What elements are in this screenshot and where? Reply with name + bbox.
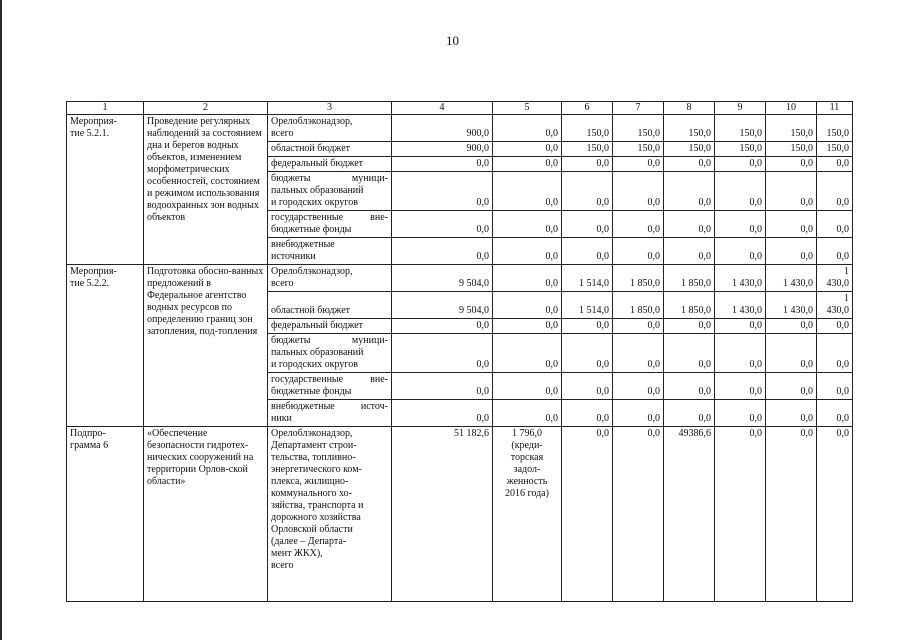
value-cell: 9 504,0 — [392, 292, 493, 319]
value-cell: 1 430,0 — [715, 292, 766, 319]
value-cell: 0,0 — [392, 157, 493, 172]
value-cell: 0,0 — [613, 238, 664, 265]
value-cell: 0,0 — [493, 373, 562, 400]
value-cell: 0,0 — [766, 238, 817, 265]
column-header: 8 — [664, 102, 715, 115]
funding-source-cell — [268, 265, 392, 292]
value-cell: 0,0 — [766, 373, 817, 400]
measure-cell: Подпро- грамма 6 — [67, 427, 144, 602]
funding-source-line: внебюджетные — [271, 239, 335, 250]
value-cell: 0,0 — [715, 238, 766, 265]
funding-source-line: федеральный бюджет — [271, 320, 364, 331]
value-cell: 0,0 — [715, 172, 766, 211]
table-row — [67, 265, 853, 292]
value-cell: 0,0 — [493, 319, 562, 334]
value-cell: 0,0 — [493, 211, 562, 238]
funding-source-line: ники — [271, 413, 292, 424]
column-header: 10 — [766, 102, 817, 115]
value-cell: 0,0 — [715, 319, 766, 334]
funding-source-line: Орелоблэконадзор, — [271, 116, 353, 127]
value-cell: 0,0 — [493, 172, 562, 211]
value-cell: 0,0 — [613, 211, 664, 238]
column-header: 3 — [268, 102, 392, 115]
value-cell: 0,0 — [664, 211, 715, 238]
description-cell: Подготовка обосно-ванных предложений в Федеральное агентство водных ресурсов по определению границ зон затопления, под-топления — [144, 265, 268, 427]
funding-source-cell — [268, 400, 392, 427]
value-cell: 1 430,0 — [715, 265, 766, 292]
value-cell: 0,0 — [562, 373, 613, 400]
value-cell: 0,0 — [613, 172, 664, 211]
value-cell: 0,0 — [715, 400, 766, 427]
value-cell: 0,0 — [715, 157, 766, 172]
value-cell: 1 514,0 — [562, 292, 613, 319]
funding-source-line: бюджеты муници- — [271, 335, 388, 346]
value-cell: 0,0 — [664, 238, 715, 265]
value-cell: 0,0 — [562, 157, 613, 172]
funding-source-cell — [268, 373, 392, 400]
funding-source-line: плекса, жилищно- — [271, 476, 349, 487]
funding-source-cell — [268, 319, 392, 334]
description-cell: «Обеспечение безопасности гидротех-нических сооружений на территории Орлов-ской области» — [144, 427, 268, 602]
funding-source-line: Орелоблэконадзор, — [271, 428, 353, 439]
value-cell: 0,0 — [392, 334, 493, 373]
value-cell: 9 504,0 — [392, 265, 493, 292]
funding-source-line: источники — [271, 251, 316, 262]
value-cell: 0,0 — [715, 427, 766, 602]
funding-source-cell — [268, 211, 392, 238]
measure-cell: Мероприя- тие 5.2.1. — [67, 115, 144, 265]
page-number: 10 — [446, 33, 459, 48]
value-cell: 0,0 — [613, 157, 664, 172]
value-cell: 0,0 — [613, 427, 664, 602]
value-cell: 0,0 — [493, 238, 562, 265]
value-cell: 0,0 — [493, 265, 562, 292]
value-cell: 0,0 — [817, 373, 853, 400]
value-cell: 0,0 — [392, 319, 493, 334]
value-cell: 0,0 — [817, 157, 853, 172]
funding-source-cell — [268, 334, 392, 373]
value-cell: 0,0 — [664, 400, 715, 427]
value-cell: 0,0 — [766, 157, 817, 172]
value-cell: 0,0 — [664, 334, 715, 373]
value-cell: 0,0 — [613, 400, 664, 427]
value-cell: 0,0 — [613, 334, 664, 373]
value-cell: 0,0 — [562, 334, 613, 373]
funding-source-line: бюджеты муници- — [271, 173, 388, 184]
value-cell: 150,0 — [613, 142, 664, 157]
value-cell: 0,0 — [817, 172, 853, 211]
value-cell: 0,0 — [562, 427, 613, 602]
value-cell: 0,0 — [766, 172, 817, 211]
funding-source-line: и городских округов — [271, 197, 358, 208]
funding-source-line: областной бюджет — [271, 305, 351, 316]
column-header: 4 — [392, 102, 493, 115]
funding-source-line: бюджетные фонды — [271, 224, 352, 235]
funding-source-line: зяйства, транспорта и — [271, 500, 364, 511]
value-cell: 0,0 — [715, 334, 766, 373]
funding-source-line: Орелоблэконадзор, — [271, 266, 353, 277]
funding-source-line: пальных образований — [271, 185, 364, 196]
header-row — [67, 102, 853, 115]
funding-source-line: государственные вне- — [271, 374, 388, 385]
value-cell: 0,0 — [493, 334, 562, 373]
value-cell: 0,0 — [493, 142, 562, 157]
funding-source-line: и городских округов — [271, 359, 358, 370]
funding-source-line: коммунального хо- — [271, 488, 352, 499]
column-header: 6 — [562, 102, 613, 115]
table-row — [67, 115, 853, 142]
value-cell: 1 430,0 — [817, 265, 853, 292]
value-cell: 1 430,0 — [766, 292, 817, 319]
funding-source-line: энергетического ком- — [271, 464, 362, 475]
value-cell: 0,0 — [392, 211, 493, 238]
funding-source-line: Орловской области — [271, 524, 353, 535]
funding-source-line: внебюджетные источ- — [271, 401, 388, 412]
value-cell: 0,0 — [766, 400, 817, 427]
value-cell: 150,0 — [613, 115, 664, 142]
value-cell: 0,0 — [493, 115, 562, 142]
value-cell: 0,0 — [493, 400, 562, 427]
value-cell: 0,0 — [766, 334, 817, 373]
value-cell: 0,0 — [392, 238, 493, 265]
value-cell: 0,0 — [392, 400, 493, 427]
funding-source-line: Департамент строи- — [271, 440, 357, 451]
column-header: 2 — [144, 102, 268, 115]
value-cell: 0,0 — [817, 238, 853, 265]
description-cell: Проведение регулярных наблюдений за состоянием дна и берегов водных объектов, изменением морфометрических особенностей, состоянием и режимом использования водоохранных зон водных объектов — [144, 115, 268, 265]
value-cell: 0,0 — [664, 319, 715, 334]
value-cell: 0,0 — [766, 319, 817, 334]
value-cell: 1 850,0 — [664, 292, 715, 319]
value-cell: 0,0 — [392, 172, 493, 211]
value-cell: 900,0 — [392, 115, 493, 142]
value-cell: 0,0 — [562, 238, 613, 265]
value-cell: 0,0 — [613, 319, 664, 334]
value-cell: 0,0 — [493, 157, 562, 172]
value-cell: 0,0 — [664, 373, 715, 400]
value-cell: 150,0 — [766, 142, 817, 157]
value-cell: 0,0 — [562, 400, 613, 427]
value-cell: 0,0 — [715, 211, 766, 238]
column-header: 5 — [493, 102, 562, 115]
value-cell: 0,0 — [766, 211, 817, 238]
measure-cell: Мероприя- тие 5.2.2. — [67, 265, 144, 427]
funding-source-line: тельства, топливно- — [271, 452, 356, 463]
funding-source-cell — [268, 115, 392, 142]
value-cell: 1 430,0 — [766, 265, 817, 292]
budget-table — [66, 101, 853, 602]
funding-source-line: мент ЖКХ), — [271, 548, 323, 559]
value-cell: 150,0 — [562, 115, 613, 142]
funding-source-cell — [268, 238, 392, 265]
value-cell: 0,0 — [493, 292, 562, 319]
value-cell: 0,0 — [817, 400, 853, 427]
value-cell: 150,0 — [715, 142, 766, 157]
left-margin-line — [0, 0, 2, 640]
value-cell: 1 850,0 — [664, 265, 715, 292]
column-header: 1 — [67, 102, 144, 115]
value-cell: 150,0 — [817, 142, 853, 157]
value-cell: 1 514,0 — [562, 265, 613, 292]
funding-source-line: пальных образований — [271, 347, 364, 358]
funding-source-line: всего — [271, 560, 294, 571]
table-row — [67, 427, 853, 602]
value-cell: 0,0 — [613, 373, 664, 400]
value-cell: 0,0 — [817, 334, 853, 373]
funding-source-line: дорожного хозяйства — [271, 512, 361, 523]
value-cell: 150,0 — [817, 115, 853, 142]
funding-source-cell — [268, 157, 392, 172]
value-cell: 0,0 — [766, 427, 817, 602]
funding-source-cell — [268, 172, 392, 211]
funding-source-line: бюджетные фонды — [271, 386, 352, 397]
value-cell: 150,0 — [715, 115, 766, 142]
column-header: 7 — [613, 102, 664, 115]
funding-source-line: (далее – Департа- — [271, 536, 347, 547]
value-cell: 0,0 — [715, 373, 766, 400]
value-cell: 0,0 — [817, 319, 853, 334]
funding-source-line: федеральный бюджет — [271, 158, 364, 169]
value-cell: 51 182,6 — [392, 427, 493, 602]
value-cell: 150,0 — [562, 142, 613, 157]
funding-source-cell — [268, 142, 392, 157]
column-header: 9 — [715, 102, 766, 115]
value-cell: 0,0 — [664, 157, 715, 172]
value-cell: 150,0 — [766, 115, 817, 142]
value-cell: 900,0 — [392, 142, 493, 157]
value-cell: 0,0 — [562, 211, 613, 238]
funding-source-line: всего — [271, 278, 294, 289]
value-cell: 1 796,0 (креди- торская задол- женность 2016 года) — [493, 427, 562, 602]
funding-source-line: государственные вне- — [271, 212, 388, 223]
value-cell: 150,0 — [664, 115, 715, 142]
value-cell: 0,0 — [664, 172, 715, 211]
value-cell: 0,0 — [817, 211, 853, 238]
column-header: 11 — [817, 102, 853, 115]
value-cell: 0,0 — [392, 373, 493, 400]
value-cell: 1 430,0 — [817, 292, 853, 319]
funding-source-line: всего — [271, 128, 294, 139]
value-cell: 1 850,0 — [613, 265, 664, 292]
value-cell: 0,0 — [562, 319, 613, 334]
value-cell: 150,0 — [664, 142, 715, 157]
funding-source-cell — [268, 292, 392, 319]
funding-source-cell — [268, 427, 392, 602]
value-cell: 49386,6 — [664, 427, 715, 602]
value-cell: 1 850,0 — [613, 292, 664, 319]
value-cell: 0,0 — [817, 427, 853, 602]
value-cell: 0,0 — [562, 172, 613, 211]
funding-source-line: областной бюджет — [271, 143, 351, 154]
